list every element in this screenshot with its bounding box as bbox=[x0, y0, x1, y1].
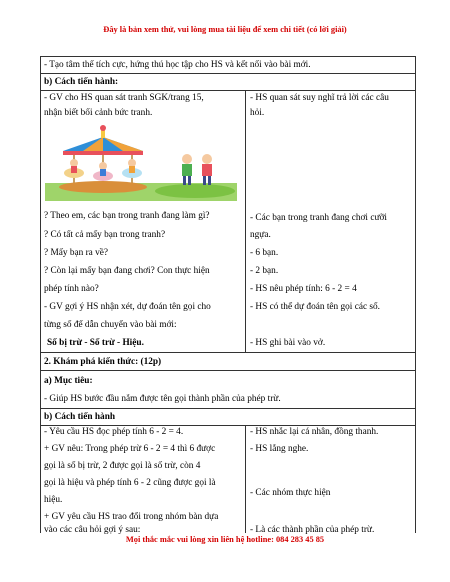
section2-heading: 2. Khám phá kiến thức: (12p) bbox=[44, 357, 162, 367]
s2-left-line: + GV nêu: Trong phép trừ 6 - 2 = 4 thì 6 được bbox=[44, 444, 216, 454]
s1-left-line: phép tính nào? bbox=[44, 284, 99, 294]
s2-left-line: gọi là số bị trừ, 2 được gọi là số trừ, còn 4 bbox=[44, 461, 201, 471]
s2-left-line: hiệu. bbox=[44, 495, 63, 505]
s1-key-terms: Số bị trừ - Số trừ - Hiệu. bbox=[47, 338, 144, 348]
s1-left-line: ? Còn lại mấy bạn đang chơi? Con thực hiện bbox=[44, 266, 210, 276]
divider bbox=[41, 90, 415, 91]
s1-left-line: ? Mấy bạn ra về? bbox=[44, 248, 109, 258]
hotline-banner: Mọi thắc mắc vui lòng xin liên hệ hotline: 084 283 45 85 bbox=[125, 535, 325, 544]
s2-right-line: - HS lắng nghe. bbox=[250, 444, 309, 454]
section2-goal: - Giúp HS bước đầu nắm được tên gọi thành phần của phép trừ. bbox=[44, 394, 281, 404]
lesson-plan-table bbox=[40, 56, 416, 533]
section2-muc-tieu: a) Mục tiêu: bbox=[44, 376, 93, 386]
preview-banner: Đây là bản xem thử, vui lòng mua tài liệu để xem chi tiết (có lời giải) bbox=[103, 25, 347, 34]
s2-left-line: vào các câu hỏi gợi ý sau: bbox=[44, 525, 141, 535]
s1-right-line: - HS có thể dự đoán tên gọi các số. bbox=[250, 302, 380, 312]
divider bbox=[41, 73, 415, 74]
s1-left-line: - GV gợi ý HS nhận xét, dự đoán tên gọi cho bbox=[44, 302, 211, 312]
section2-cach-heading: b) Cách tiến hành bbox=[44, 412, 116, 422]
carousel-illustration bbox=[45, 121, 237, 201]
s1-left-line: ? Theo em, các bạn trong tranh đang làm gì? bbox=[44, 211, 210, 221]
column-divider bbox=[245, 90, 246, 352]
s1-right-line: - 6 bạn. bbox=[250, 248, 279, 258]
s1-right-line: - Các bạn trong tranh đang chơi cưỡi bbox=[250, 213, 387, 223]
s1-right-line: - 2 bạn. bbox=[250, 266, 279, 276]
divider bbox=[41, 408, 415, 409]
s1-left-line: ? Có tất cả mấy bạn trong tranh? bbox=[44, 230, 166, 240]
section1-cach-heading: b) Cách tiến hành: bbox=[44, 77, 119, 87]
s2-left-line: gọi là hiệu và phép tính 6 - 2 cũng được gọi là bbox=[44, 478, 216, 488]
column-divider bbox=[245, 425, 246, 533]
s2-left-line: + GV yêu cầu HS trao đổi trong nhóm bàn dựa bbox=[44, 512, 219, 522]
s2-right-line: - HS nhắc lại cá nhân, đồng thanh. bbox=[250, 427, 379, 437]
divider bbox=[41, 352, 415, 353]
s1-right-line: - HS nêu phép tính: 6 - 2 = 4 bbox=[250, 284, 357, 294]
s1-left-line: - GV cho HS quan sát tranh SGK/trang 15, bbox=[44, 93, 204, 103]
s1-right-line: - HS quan sát suy nghĩ trả lời các câu bbox=[250, 93, 389, 103]
intro-line: - Tạo tâm thế tích cực, hứng thú học tập cho HS và kết nối vào bài mới. bbox=[44, 60, 311, 70]
s2-right-line: - Các nhóm thực hiện bbox=[250, 488, 331, 498]
s1-right-line: ngựa. bbox=[250, 230, 271, 240]
s1-right-line: - HS ghi bài vào vở. bbox=[250, 338, 326, 348]
s1-left-line: nhận biết bối cảnh bức tranh. bbox=[44, 108, 153, 118]
s1-left-line: từng số để dẫn chuyển vào bài mới: bbox=[44, 320, 177, 330]
s2-right-line: - Là các thành phần của phép trừ. bbox=[250, 525, 375, 535]
s2-left-line: - Yêu cầu HS đọc phép tính 6 - 2 = 4. bbox=[44, 427, 184, 437]
divider bbox=[41, 370, 415, 371]
s1-right-line: hỏi. bbox=[250, 108, 265, 118]
